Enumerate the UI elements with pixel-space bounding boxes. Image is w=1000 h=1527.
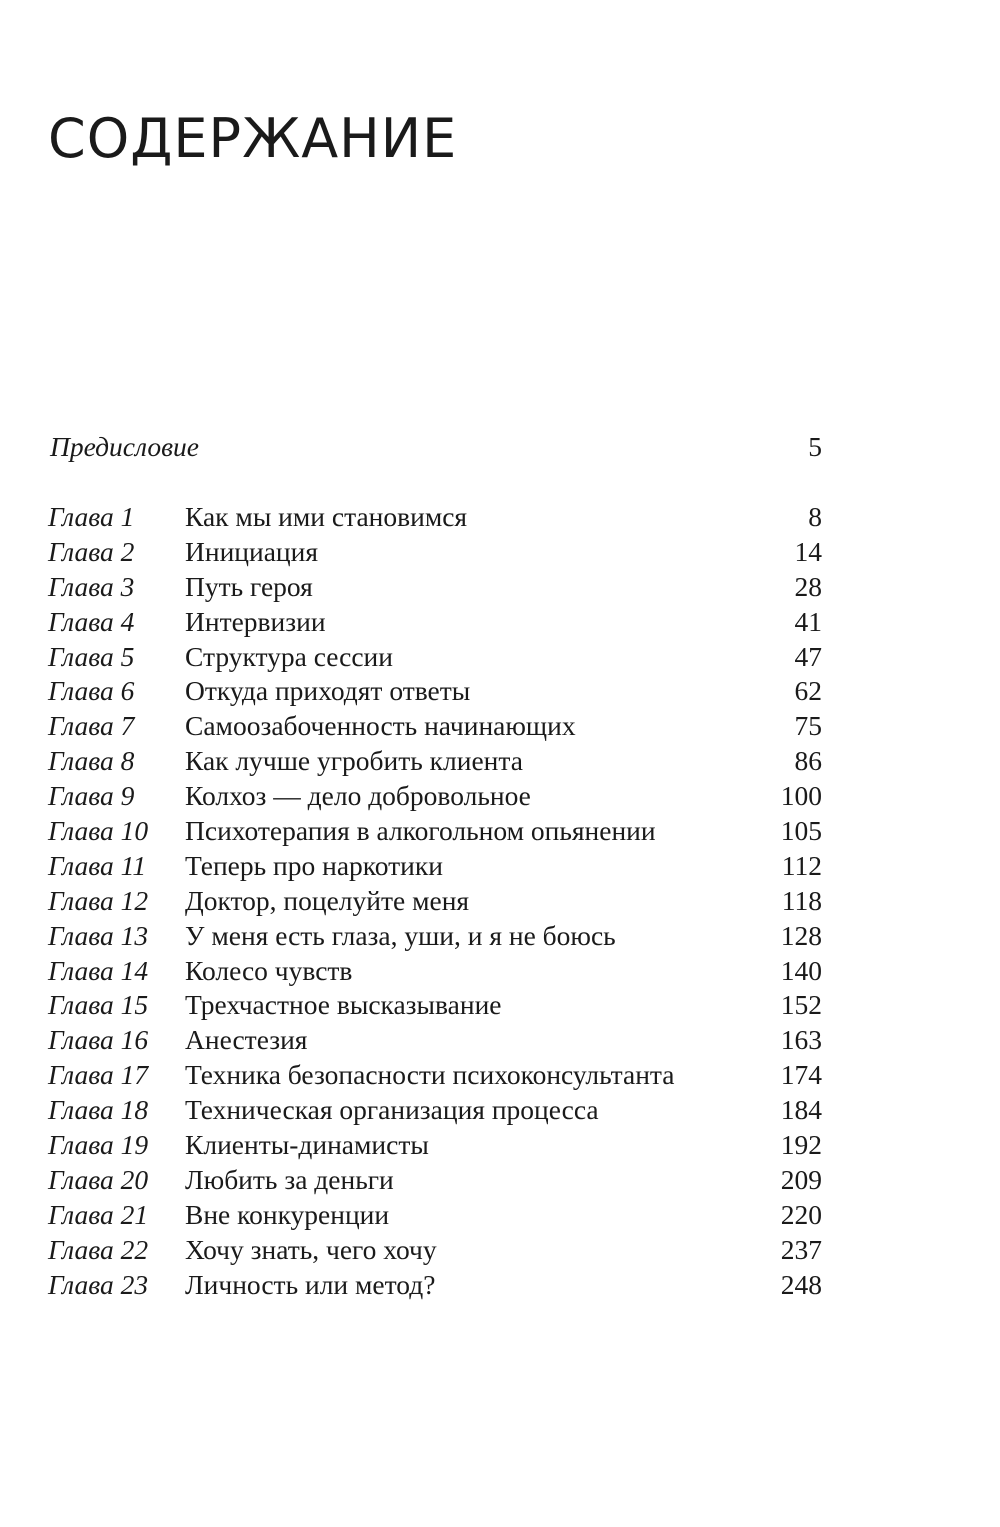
toc-chapter-row <box>48 605 822 640</box>
chapter-title: Колхоз — дело добровольное <box>185 780 531 812</box>
preface-label: Предисловие <box>50 431 199 462</box>
chapter-title: Как мы ими становимся <box>185 501 468 532</box>
toc-chapter-row <box>48 919 822 954</box>
toc-chapter-row <box>48 1023 822 1058</box>
chapter-number: Глава 11 <box>48 849 147 881</box>
chapter-title: Интервизии <box>185 605 326 637</box>
toc-chapter-row <box>48 1093 822 1128</box>
toc-chapter-row <box>48 500 822 535</box>
toc-chapter-row <box>48 535 822 570</box>
chapter-page-number: 237 <box>780 1233 822 1265</box>
chapter-page-number: 184 <box>780 1094 822 1126</box>
chapter-title: Структура сессии <box>185 640 393 672</box>
chapter-number: Глава 19 <box>48 1129 149 1161</box>
chapter-title: Техника безопасности психоконсультанта <box>185 1059 675 1091</box>
toc-chapter-row <box>48 570 822 605</box>
chapter-number: Глава 21 <box>48 1198 149 1230</box>
chapter-title: Самоозабоченность начинающих <box>185 710 576 742</box>
toc-chapter-row <box>48 954 822 989</box>
toc-chapter-row <box>48 1233 822 1268</box>
toc-chapter-row <box>48 849 822 884</box>
chapter-title: Анестезия <box>185 1024 308 1056</box>
toc-chapter-row <box>48 988 822 1023</box>
page-title: СОДЕРЖАНИЕ <box>48 107 458 170</box>
chapter-page-number: 28 <box>794 570 822 602</box>
toc-chapter-row <box>48 1163 822 1198</box>
chapter-number: Глава 14 <box>48 954 149 986</box>
chapter-number: Глава 7 <box>48 710 135 742</box>
chapter-number: Глава 2 <box>48 535 135 567</box>
chapter-title: Личность или метод? <box>185 1268 436 1300</box>
toc-chapter-row <box>48 709 822 744</box>
toc-chapter-row <box>48 674 822 709</box>
chapter-title: Теперь про наркотики <box>185 849 443 881</box>
chapter-title: Инициация <box>185 535 319 567</box>
chapter-title: Психотерапия в алкогольном опьянении <box>185 815 656 847</box>
chapter-page-number: 163 <box>780 1024 822 1056</box>
toc-chapter-list <box>48 500 822 1302</box>
chapter-number: Глава 23 <box>48 1268 149 1300</box>
chapter-number: Глава 8 <box>48 745 135 777</box>
chapter-page-number: 174 <box>780 1059 822 1091</box>
chapter-page-number: 14 <box>794 535 822 567</box>
chapter-number: Глава 18 <box>48 1094 149 1126</box>
chapter-title: Клиенты-динамисты <box>185 1129 429 1161</box>
chapter-title: Техническая организация процесса <box>185 1094 599 1126</box>
chapter-title: Вне конкуренции <box>185 1198 390 1230</box>
chapter-number: Глава 3 <box>48 570 135 602</box>
chapter-title: Колесо чувств <box>185 954 353 986</box>
toc-chapter-row <box>48 744 822 779</box>
chapter-number: Глава 5 <box>48 640 135 672</box>
chapter-page-number: 86 <box>794 745 822 777</box>
chapter-page-number: 140 <box>780 954 822 986</box>
chapter-number: Глава 10 <box>48 815 149 847</box>
chapter-title: Путь героя <box>185 570 313 602</box>
chapter-page-number: 118 <box>781 884 822 916</box>
toc-chapter-row <box>48 884 822 919</box>
chapter-title: Хочу знать, чего хочу <box>185 1233 437 1265</box>
chapter-number: Глава 16 <box>48 1024 149 1056</box>
chapter-title: Как лучше угробить клиента <box>185 745 523 777</box>
chapter-title: У меня есть глаза, уши, и я не боюсь <box>185 919 616 951</box>
toc-chapter-row <box>48 640 822 675</box>
chapter-page-number: 152 <box>780 989 822 1021</box>
chapter-page-number: 192 <box>780 1129 822 1161</box>
toc-chapter-row <box>48 814 822 849</box>
chapter-number: Глава 6 <box>48 675 135 707</box>
chapter-number: Глава 12 <box>48 884 149 916</box>
chapter-page-number: 112 <box>781 849 822 881</box>
chapter-number: Глава 22 <box>48 1233 149 1265</box>
toc-chapter-row <box>48 1268 822 1303</box>
chapter-number: Глава 4 <box>48 605 135 637</box>
chapter-number: Глава 20 <box>48 1163 149 1195</box>
chapter-page-number: 128 <box>780 919 822 951</box>
toc-chapter-row <box>48 1058 822 1093</box>
toc-chapter-row <box>48 1198 822 1233</box>
chapter-number: Глава 15 <box>48 989 149 1021</box>
toc-chapter-row <box>48 779 822 814</box>
chapter-page-number: 62 <box>794 675 822 707</box>
chapter-number: Глава 13 <box>48 919 149 951</box>
toc-preface-row <box>50 428 822 466</box>
chapter-number: Глава 17 <box>48 1059 149 1091</box>
chapter-page-number: 100 <box>780 780 822 812</box>
chapter-number: Глава 9 <box>48 780 135 812</box>
chapter-page-number: 75 <box>794 710 822 742</box>
chapter-title: Доктор, поцелуйте меня <box>185 884 470 916</box>
chapter-page-number: 209 <box>780 1163 822 1195</box>
chapter-title: Трехчастное высказывание <box>185 989 502 1021</box>
chapter-page-number: 248 <box>780 1268 822 1300</box>
chapter-page-number: 220 <box>780 1198 822 1230</box>
preface-page-number: 5 <box>808 431 822 462</box>
chapter-page-number: 8 <box>808 501 822 532</box>
chapter-title: Откуда приходят ответы <box>185 675 471 707</box>
chapter-page-number: 47 <box>794 640 822 672</box>
chapter-page-number: 105 <box>780 815 822 847</box>
chapter-number: Глава 1 <box>48 501 135 532</box>
chapter-page-number: 41 <box>794 605 822 637</box>
toc-chapter-row <box>48 1128 822 1163</box>
chapter-title: Любить за деньги <box>185 1163 394 1195</box>
